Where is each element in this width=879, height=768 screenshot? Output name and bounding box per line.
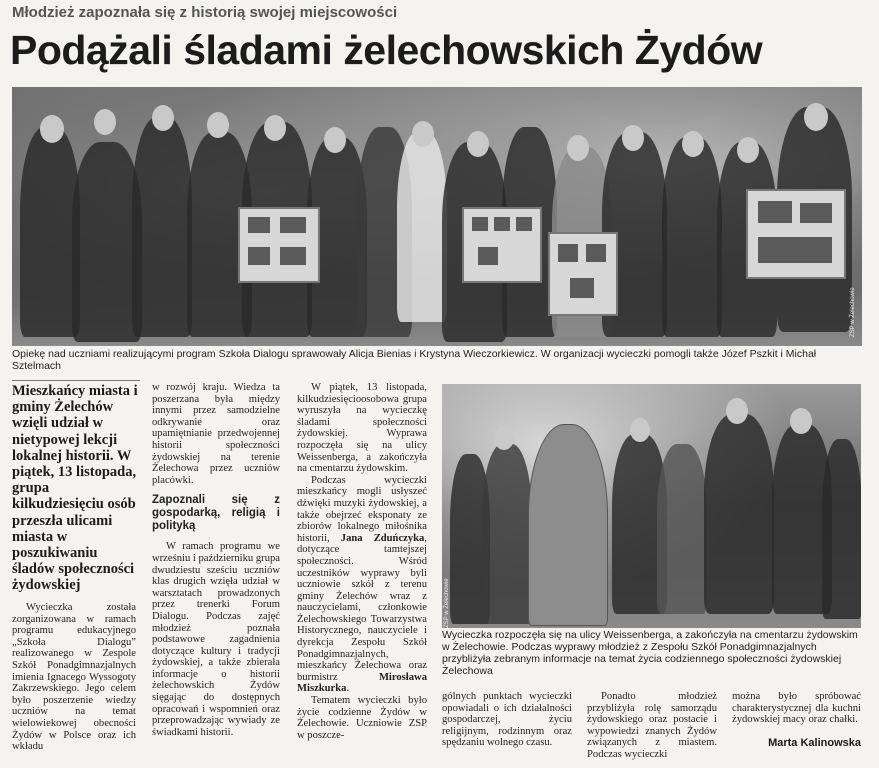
cemetery-photo-caption: Wycieczka rozpoczęła się na ulicy Weissenberga, a zakończyła na cmentarzu żydowskim w Żelechowie. Podczas wyprawy młodzież z Zespołu Szkół Ponadgimnazjalnych przybliżyła zebranym informacje na temat życia codziennego społeczności żydowskiej Żelechowa [442, 629, 858, 677]
column-2-text-1: w rozwój kraju. Wiedza ta poszerzana była między innymi przez samodzielne odkrywanie oraz upamiętnianie przedwojennej historii społeczności żydowskiej na terenie Żelechowa przez uczniów placówki. [152, 382, 280, 486]
photo-credit-2: ZSP w Żelechowie [444, 578, 450, 628]
column-3-text-2b: , dotyczące tamtejszej społeczności. Wśród uczestników wyprawy byli uczniowie szkół z terenu gminy Żelechów wraz z nauczycielami, członkowie Żelechowskiego Towarzystwa Historycznego, nauczyciele i dyrekcja Zespołu Szkół Ponadgimnazjalnych, mieszkańcy Żelechowa oraz burmistrz [297, 532, 427, 683]
column-3-text-2a: Podczas wycieczki mieszkańcy mogli usłyszeć dźwięki muzyki żydowskiej, a także obejrzeć eksponaty ze zbiorów lokalnego miłośnika historii, [297, 474, 427, 544]
kicker: Młodzież zapoznała się z historią swojej miejscowości [12, 4, 398, 21]
lead-paragraph: Mieszkańcy miasta i gminy Żelechów wzięli udział w nietypowej lekcji lokalnej historii. W piątek, 13 listopada, grupa kilkudziesięciu osób przeszła ulicami miasta w poszukiwaniu śladów społeczności żydowskiej [12, 380, 140, 594]
column-3-text-2c: . [346, 683, 350, 695]
article-column-4 [442, 691, 572, 749]
photo-credit: ZSP w Żelechowie [850, 287, 856, 337]
article-column-2 [152, 382, 280, 738]
article-column-5 [587, 691, 717, 761]
article-column-6 [732, 691, 861, 726]
column-3-text-2 [297, 475, 427, 695]
article-column-1 [12, 602, 136, 753]
column-5-text: Ponadto młodzież przybliżyła rolę samorządu żydowskiego oraz postacie i wypowiedzi znanych Żydów związanych z miastem. Podczas wycieczki [587, 691, 717, 760]
article-column-3 [297, 382, 427, 741]
column-4-text: gólnych punktach wycieczki opowiadali o ich działalności gospodarczej, życiu religijnym, rodzinnym oraz spędzaniu wolnego czasu. [442, 691, 572, 749]
headline: Podążali śladami żelechowskich Żydów [10, 27, 763, 73]
column-2-text-2: W ramach programu we wrześniu i październiku grupa dwudziestu sześciu uczniów klas drugich wzięła udział w warsztatach prowadzonych przez trenerki Forum Dialogu. Podczas zajęć młodzież poznała podstawowe zagadnienia dotyczące kultury i tradycji żydowskiej, a także zbierała informacje o historii żelechowskich Żydów sięgając do dostępnych opracowań i wspomnień oraz przeprowadzając wywiady ze świadkami historii. [152, 541, 280, 738]
column-3-text-1: W piątek, 13 listopada, kilkudziesięcioosobowa grupa wyruszyła na wycieczkę śladami społeczności żydowskiej. Wyprawa rozpoczęła się na ulicy Weissenberga, a zakończyła na cmentarzu żydowskim. [297, 382, 427, 475]
cemetery-photo [442, 384, 861, 628]
column-1-text: Wycieczka została zorganizowana w ramach programu edukacyjnego „Szkoła Dialogu” realizowanego w Zespole Szkół Ponadgimnazjalnych imienia Ignacego Wyssogoty Zakrzewskiego. Jego celem było poszerzenie wiedzy uczniów na temat wielowiekowej obecności Żydów w Polsce oraz ich wkładu [12, 602, 136, 753]
person-name-1: Jana Zduńczyka [340, 532, 425, 544]
column-3-text-3: Tematem wycieczki było życie codzienne Żydów w Żelechowie. Uczniowie ZSP w poszcze- [297, 695, 427, 741]
author-byline: Marta Kalinowska [768, 737, 861, 749]
group-photo [12, 87, 862, 346]
group-photo-caption: Opiekę nad uczniami realizującymi program Szkoła Dialogu sprawowały Alicja Bienias i Krystyna Wieczorkiewicz. W organizacji wycieczki pomogli także Józef Pszkit i Michał Sztelmach [12, 348, 817, 372]
section-subheading: Zapoznali się z gospodarką, religią i polityką [152, 494, 280, 533]
person-name-2: Mirosława Miszkurka [297, 671, 427, 695]
column-6-text: można było spróbować charakterystycznej dla kuchni żydowskiej macy oraz chałki. [732, 691, 861, 726]
